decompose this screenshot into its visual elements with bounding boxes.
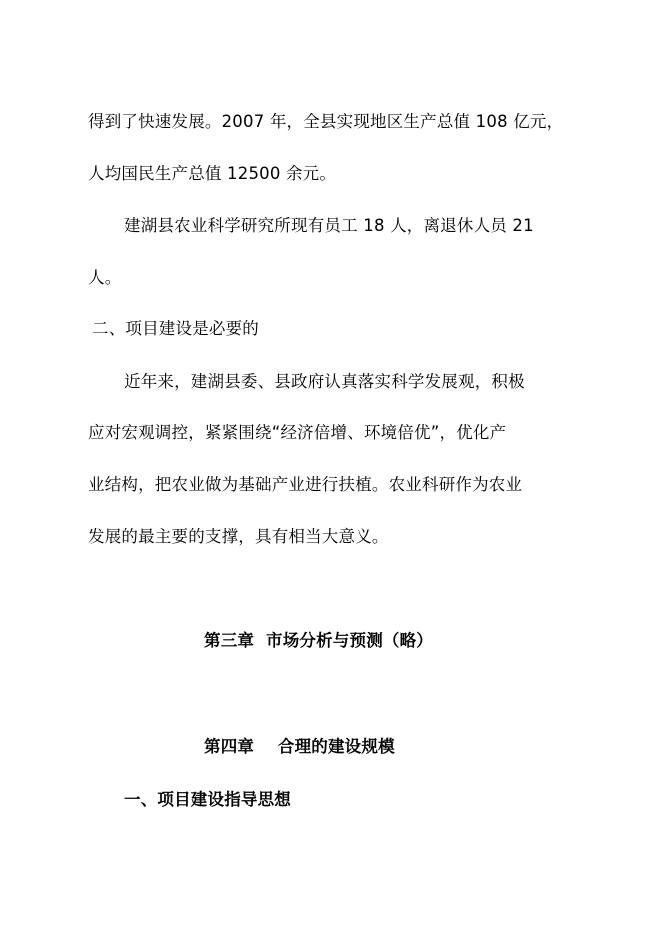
section-heading: 一、项目建设指导思想 [124,790,291,809]
chapter-3-title: 第三章 市场分析与预测（略） [204,631,433,650]
paragraph-line: 近年来，建湖县委、县政府认真落实科学发展观，积极 [124,372,525,391]
paragraph-line: 业结构，把农业做为基础产业进行扶植。农业科研作为农业 [88,475,523,494]
paragraph-line: 人均国民生产总值 12500 余元。 [88,164,337,183]
paragraph-line: 得到了快速发展。2007 年，全县实现地区生产总值 108 亿元， [88,112,564,131]
paragraph-line: 应对宏观调控，紧紧围绕“经济倍增、环境倍优”，优化产 [88,423,507,442]
paragraph-line: 人。 [88,268,122,287]
paragraph-line: 发展的最主要的支撑，具有相当大意义。 [88,527,389,546]
paragraph-line: 建湖县农业科学研究所现有员工 18 人，离退休人员 21 [124,216,534,235]
chapter-4-title: 第四章 合理的建设规模 [204,737,395,756]
section-heading: 二、项目建设是必要的 [92,319,259,338]
